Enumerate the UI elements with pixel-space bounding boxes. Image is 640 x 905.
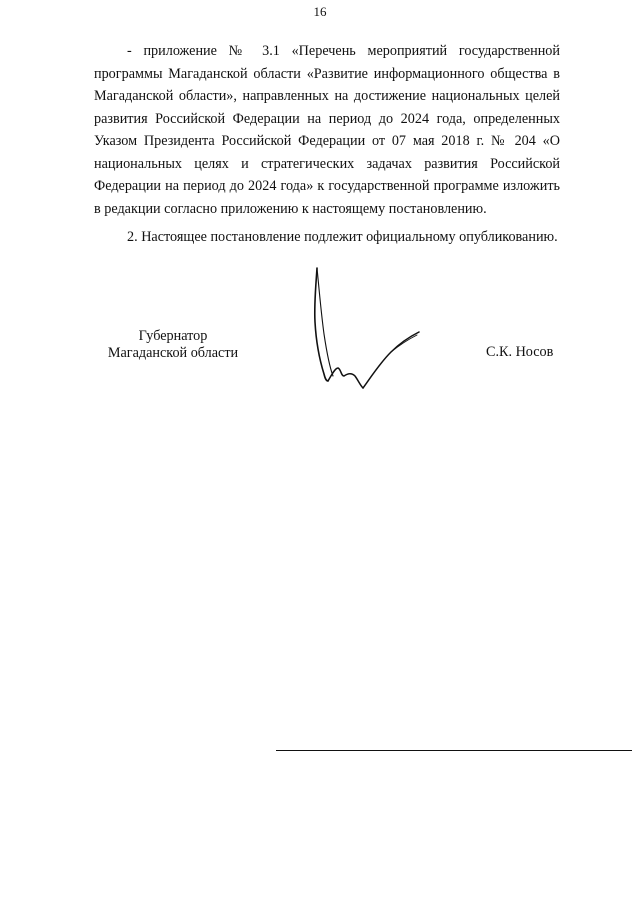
signatory-position xyxy=(98,328,248,362)
paragraph-publication: 2. Настоящее постановление подлежит официальному опубликованию. xyxy=(127,229,558,245)
handwritten-signature xyxy=(305,264,430,396)
signatory-position-line1: Губернатор xyxy=(138,328,208,344)
footer-rule xyxy=(276,750,632,751)
signatory-position-line2: Магаданской области xyxy=(107,345,239,361)
paragraph-amendment: - приложение № 3.1 «Перечень мероприятий государственной программы Магаданской области «Развитие информационного общества в Магаданской области», направленных на достижение национальных целей развития Российской Федерации на период до 2024 года, определенных Указом Президента Российской Федерации от 07 мая 2018 г. № 204 «О национальных целях и стратегических задачах развития Российской Федерации на период до 2024 года» к государственной программе изложить в редакции согласно приложению к настоящему постановлению. xyxy=(94,43,560,217)
document-body xyxy=(94,40,560,249)
signatory-name: С.К. Носов xyxy=(486,344,554,360)
page-number: 16 xyxy=(313,4,327,19)
